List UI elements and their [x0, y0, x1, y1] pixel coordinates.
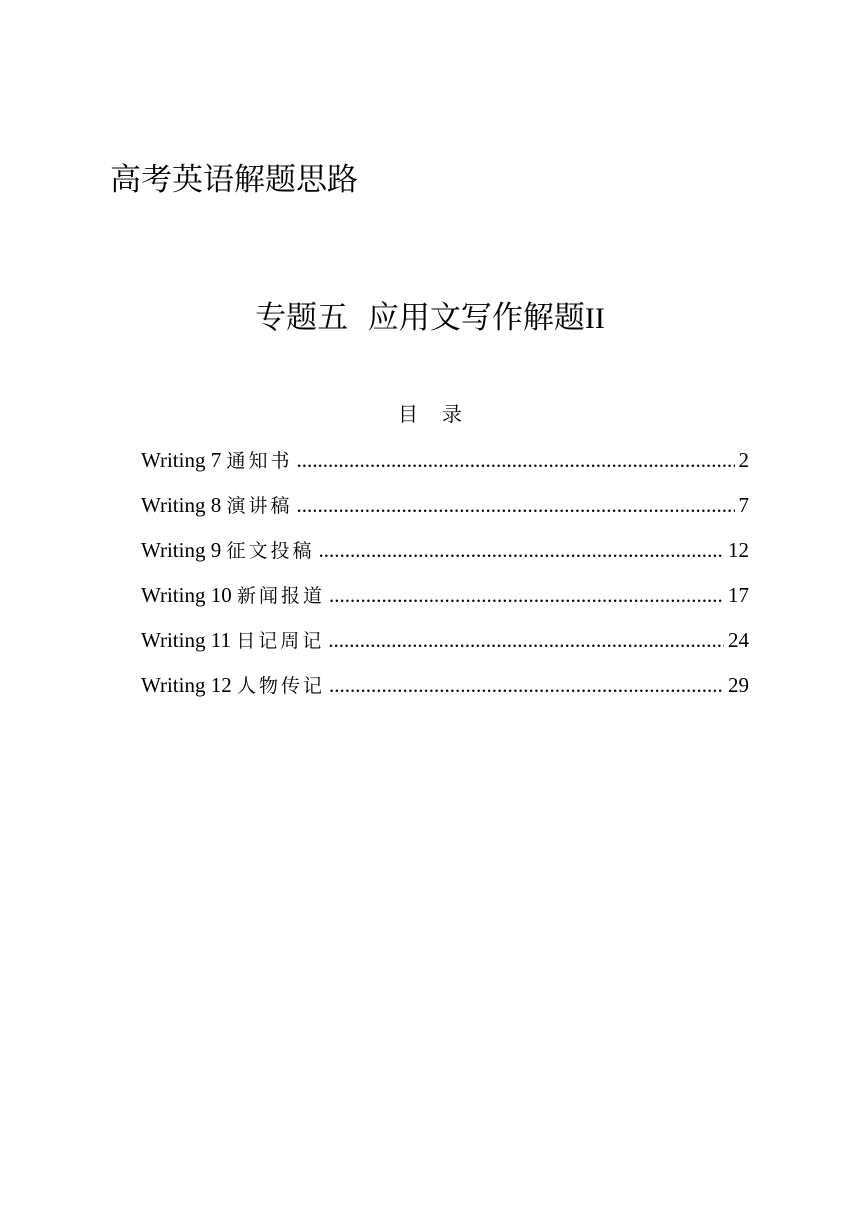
toc-entry-page: 2	[738, 448, 749, 472]
toc-entry-label	[141, 669, 325, 702]
toc-leader-dots	[297, 444, 735, 476]
toc-leader-dots	[329, 579, 724, 611]
book-title: 高考英语解题思路	[110, 162, 358, 198]
toc-entry[interactable]	[141, 534, 749, 579]
toc-entry-label	[141, 579, 325, 612]
toc-entry-prefix: Writing 12	[141, 673, 232, 697]
toc-entry-label	[141, 489, 293, 522]
toc-entry-page: 7	[738, 493, 749, 517]
table-of-contents	[141, 444, 749, 714]
toc-entry-label	[141, 624, 324, 657]
toc-entry-prefix: Writing 11	[141, 628, 231, 652]
topic-title-text: 专题五 应用文写作解题	[255, 300, 585, 336]
topic-title	[0, 296, 860, 341]
toc-entry-title: 通知书	[226, 450, 293, 472]
toc-entry-title: 征文投稿	[226, 540, 315, 562]
toc-entry-label	[141, 534, 315, 567]
toc-leader-dots	[297, 489, 735, 521]
toc-entry-page: 12	[728, 538, 749, 562]
toc-entry-prefix: Writing 8	[141, 493, 222, 517]
toc-entry-prefix: Writing 10	[141, 583, 232, 607]
toc-entry[interactable]	[141, 444, 749, 489]
toc-entry-label	[141, 444, 293, 477]
toc-entry-prefix: Writing 9	[141, 538, 222, 562]
toc-leader-dots	[319, 534, 725, 566]
toc-entry[interactable]	[141, 669, 749, 714]
toc-entry[interactable]	[141, 489, 749, 534]
toc-entry-page: 29	[728, 673, 749, 697]
toc-heading: 目录	[398, 402, 486, 426]
toc-entry-page: 24	[728, 628, 749, 652]
toc-entry-title: 日记周记	[236, 630, 325, 652]
toc-leader-dots	[329, 669, 724, 701]
toc-entry[interactable]	[141, 579, 749, 624]
toc-entry-title: 人物传记	[236, 675, 325, 697]
toc-entry-prefix: Writing 7	[141, 448, 222, 472]
toc-leader-dots	[328, 624, 724, 656]
toc-entry-title: 新闻报道	[236, 585, 325, 607]
topic-roman-numeral: II	[584, 302, 605, 335]
toc-entry-title: 演讲稿	[226, 495, 293, 517]
toc-entry[interactable]	[141, 624, 749, 669]
toc-entry-page: 17	[728, 583, 749, 607]
